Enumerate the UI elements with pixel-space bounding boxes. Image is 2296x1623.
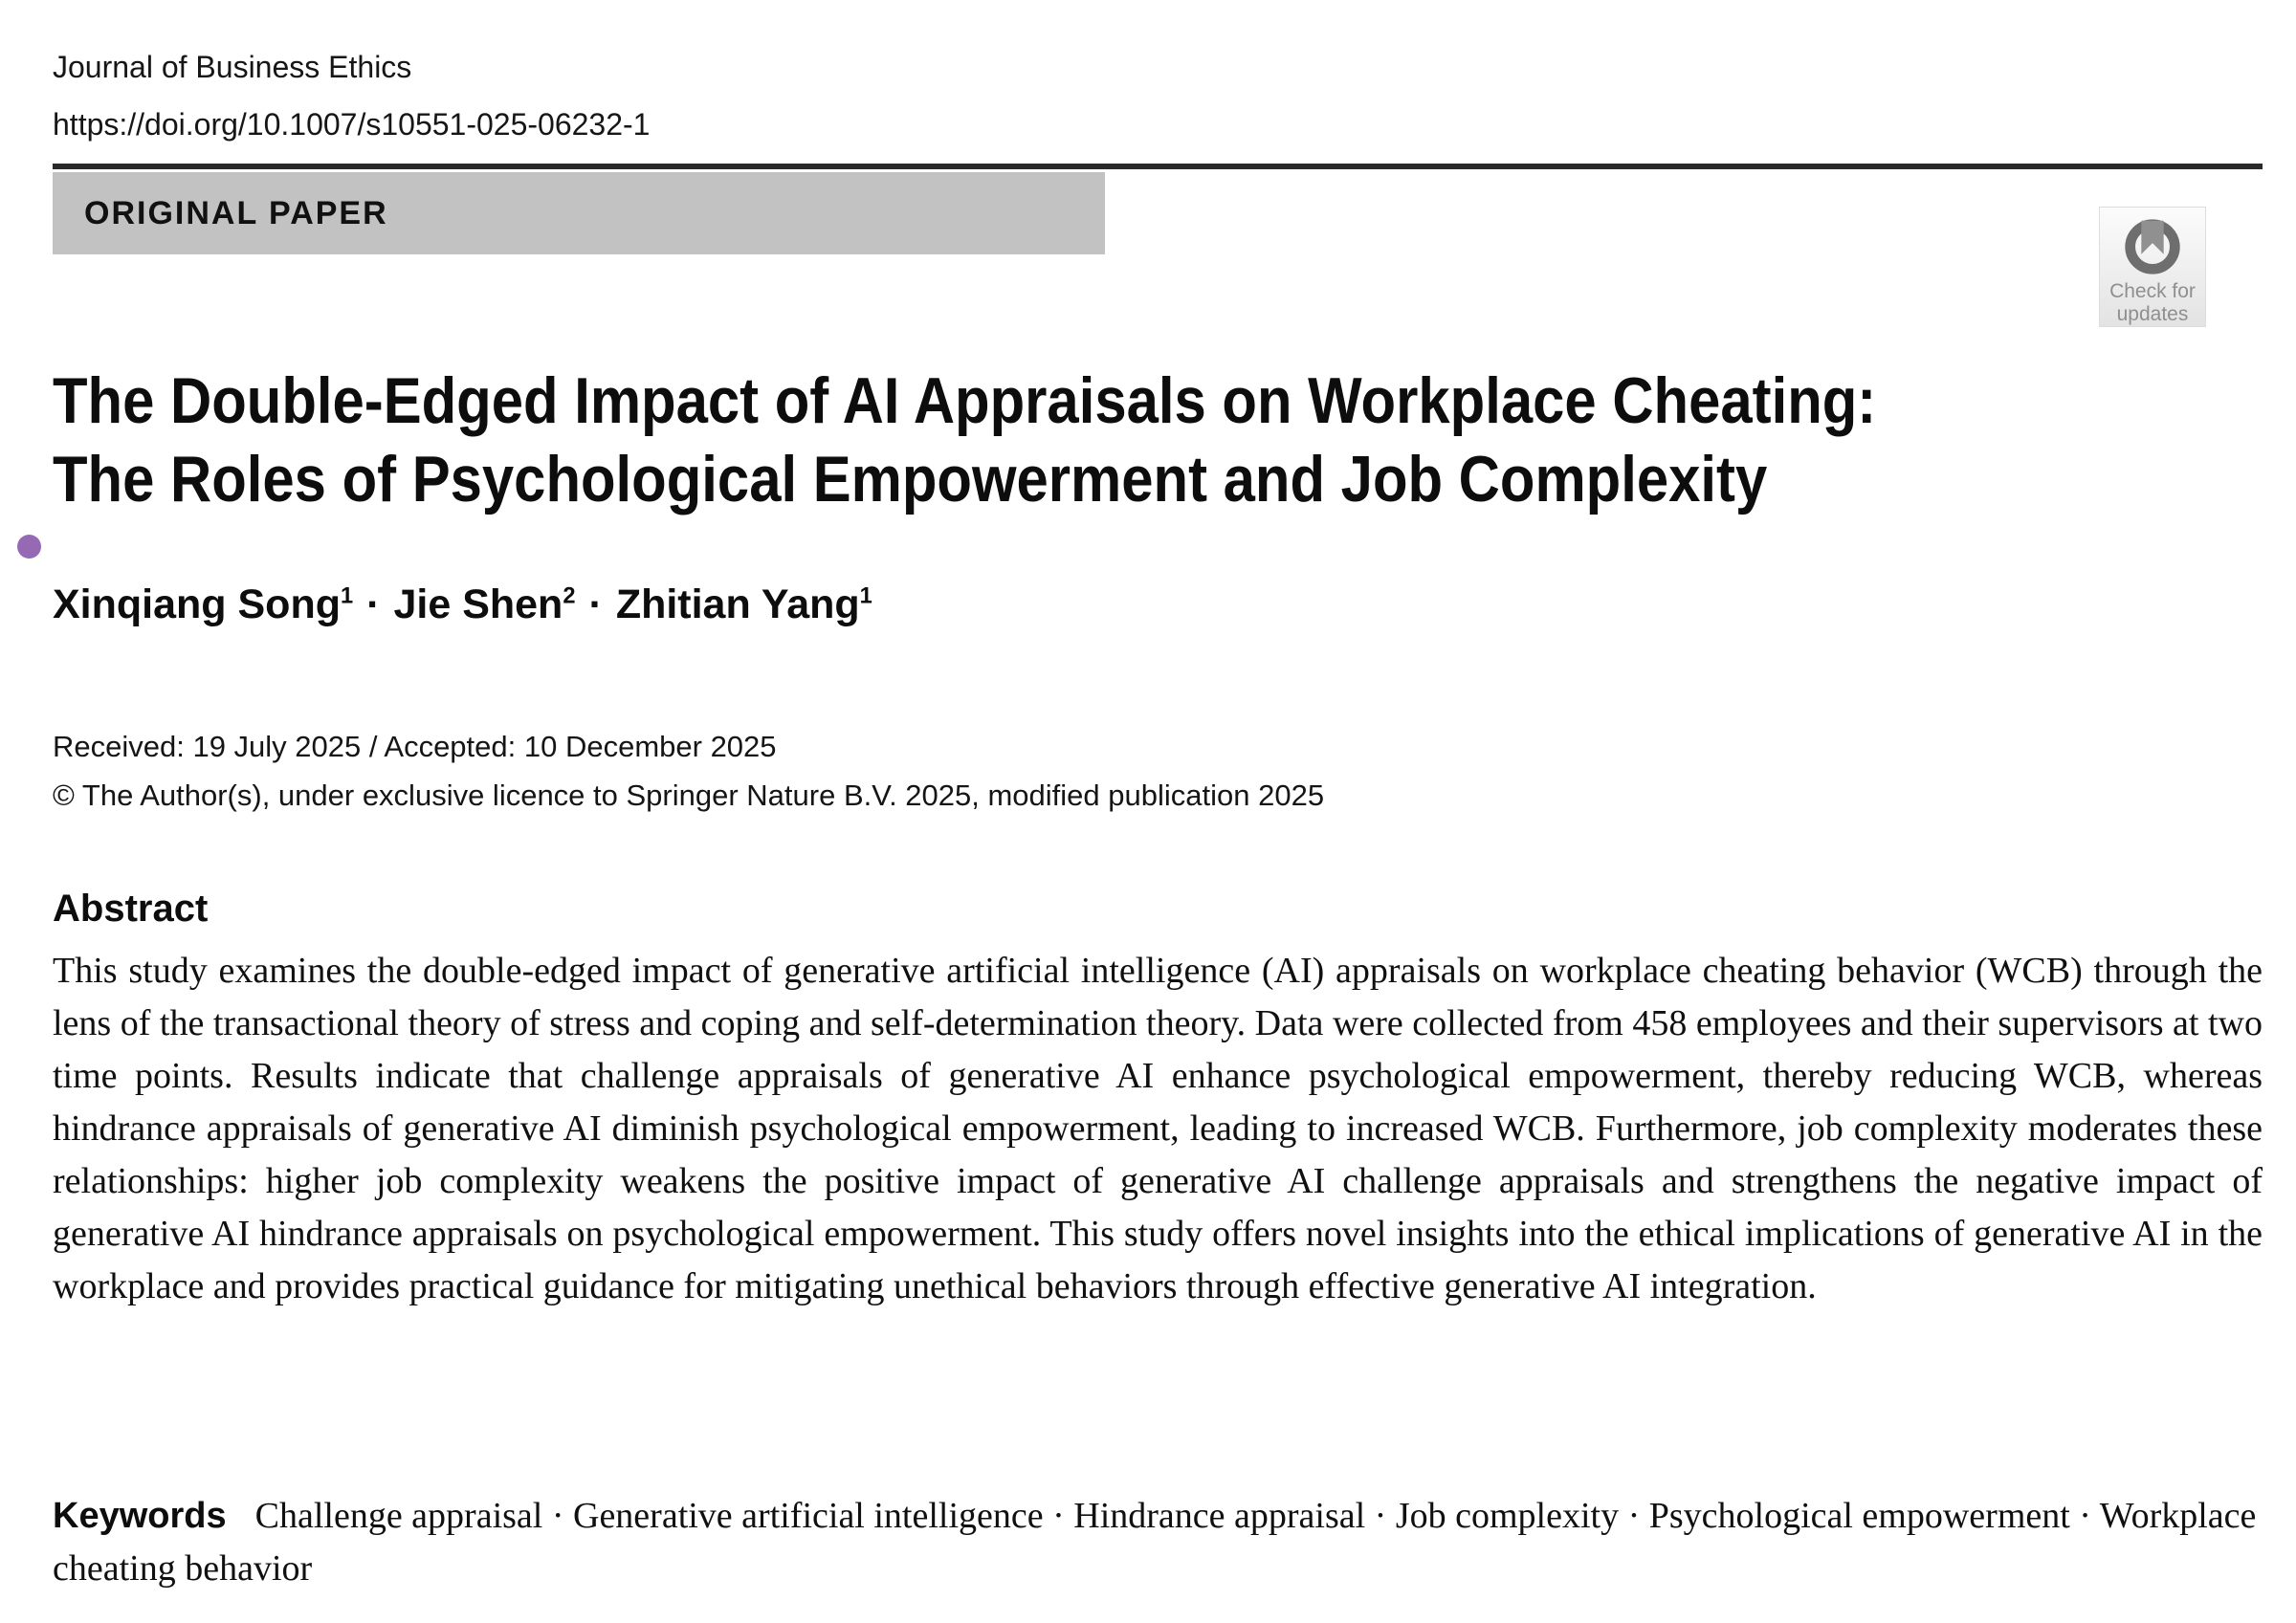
- author: [393, 581, 575, 627]
- author: [616, 581, 872, 627]
- author-affiliation-marker: 1: [859, 583, 872, 609]
- accent-dot: [17, 535, 41, 559]
- abstract-text: This study examines the double-edged impact of generative artificial intelligence (AI) appraisals on workplace cheating behavior (WCB) through the lens of the transactional theory of stress and coping and self-determination theory. Data were collected from 458 employees and their supervisors at two time points. Results indicate that challenge appraisals of generative AI enhance psychological empowerment, thereby reducing WCB, whereas hindrance appraisals of generative AI diminish psychological empowerment, leading to increased WCB. Furthermore, job complexity moderates these relationships: higher job complexity weakens the positive impact of generative AI challenge appraisals and strengthens the negative impact of generative AI hindrance appraisals on psychological empowerment. This study offers novel insights into the ethical implications of generative AI in the workplace and provides practical guidance for mitigating unethical behaviors through effective generative AI integration.: [53, 951, 2263, 1306]
- check-for-updates-badge[interactable]: [2099, 207, 2206, 327]
- article-type-bar: [53, 172, 1105, 254]
- author-separator: ·: [366, 581, 381, 627]
- title-line-2: The Roles of Psychological Empowerment and Job Complexity: [53, 443, 1768, 515]
- author-affiliation-marker: 1: [340, 583, 354, 609]
- title-line-1: The Double-Edged Impact of AI Appraisals on Workplace Cheating:: [53, 364, 1877, 437]
- author-separator: ·: [588, 581, 603, 627]
- header-rule: [53, 164, 2263, 169]
- author-name: Zhitian Yang: [615, 581, 860, 627]
- doi-link[interactable]: https://doi.org/10.1007/s10551-025-06232-1: [53, 107, 651, 142]
- article-type-label: ORIGINAL PAPER: [84, 194, 388, 231]
- received-accepted-line: Received: 19 July 2025 / Accepted: 10 December 2025: [53, 730, 777, 763]
- author-affiliation-marker: 2: [563, 583, 576, 609]
- copyright-line: © The Author(s), under exclusive licence to Springer Nature B.V. 2025, modified publication 2025: [53, 779, 1325, 812]
- journal-name: Journal of Business Ethics: [53, 50, 412, 84]
- page-title: [53, 362, 2125, 518]
- author-name: Jie Shen: [393, 581, 563, 627]
- keywords-block: [53, 1490, 2263, 1595]
- author-list: [53, 581, 872, 628]
- author-name: Xinqiang Song: [53, 581, 341, 627]
- abstract-heading: Abstract: [53, 888, 209, 930]
- crossmark-icon: [2119, 213, 2186, 280]
- keywords-text: Challenge appraisal · Generative artificial intelligence · Hindrance appraisal · Job complexity · Psychological empowerment · Workplace cheating behavior: [53, 1496, 2257, 1589]
- publication-history: [53, 722, 1324, 820]
- check-for-updates-label: Check for updates: [2109, 280, 2196, 325]
- masthead: [53, 38, 650, 153]
- author: [53, 581, 353, 627]
- keywords-label: Keywords: [53, 1496, 227, 1536]
